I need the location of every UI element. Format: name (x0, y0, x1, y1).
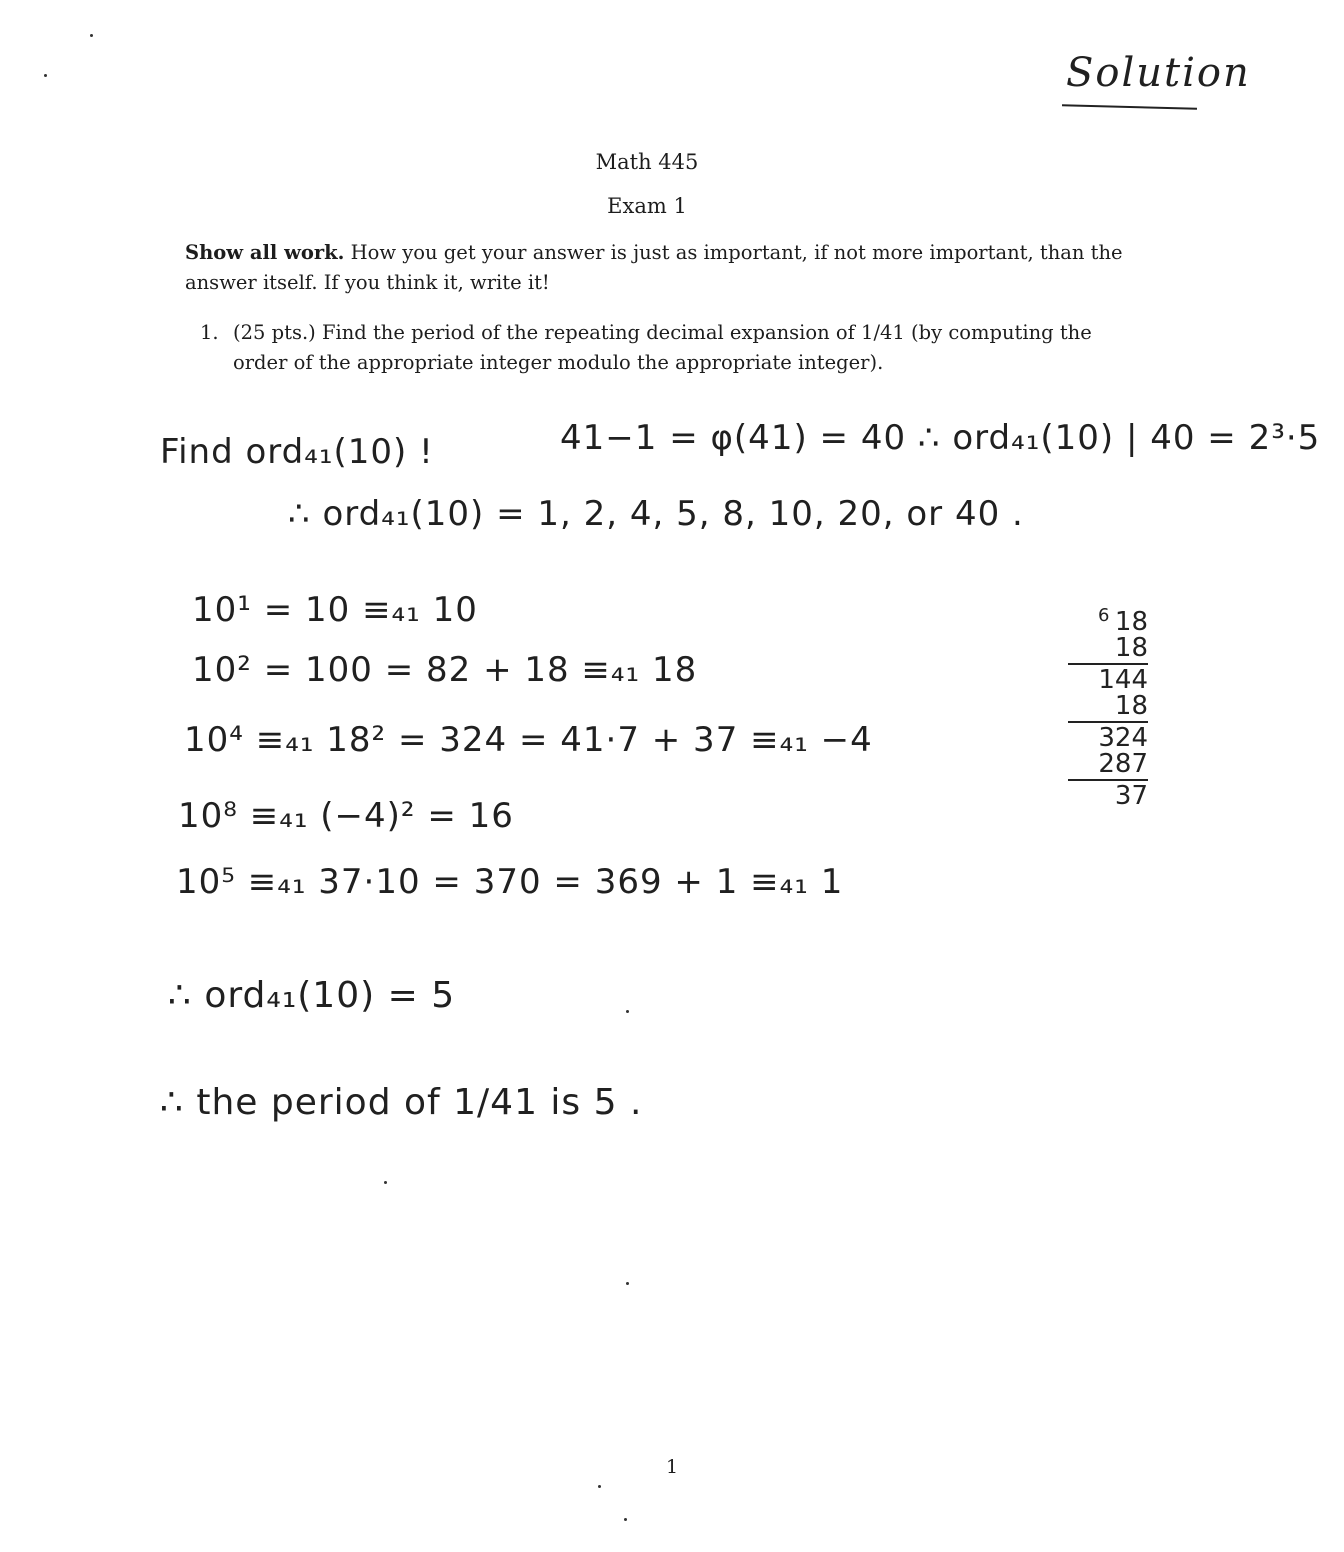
solution-line-power-4: 10⁴ ≡₄₁ 18² = 324 = 41·7 + 37 ≡₄₁ −4 (184, 720, 873, 760)
solution-line-divisors: ∴ ord₄₁(10) = 1, 2, 4, 5, 8, 10, 20, or 40 . (288, 494, 1024, 534)
solution-line-power-8: 10⁸ ≡₄₁ (−4)² = 16 (178, 796, 514, 836)
scan-speck (626, 1010, 629, 1013)
solution-line-power-5: 10⁵ ≡₄₁ 37·10 = 370 = 369 + 1 ≡₄₁ 1 (176, 862, 844, 902)
calc-row: 287 (1098, 749, 1148, 779)
exam-title: Exam 1 (607, 194, 687, 218)
question-text: (25 pts.) Find the period of the repeating decimal expansion of 1/41 (by computing the order of the appropriate integer modulo the appropriate integer). (233, 321, 1092, 374)
course-title: Math 445 (595, 150, 699, 174)
question-number: 1. (200, 321, 219, 344)
side-multiplication (1068, 605, 1148, 811)
solution-line-power-2: 10² = 100 = 82 + 18 ≡₄₁ 18 (192, 650, 698, 690)
scan-speck (626, 1282, 629, 1285)
calc-row: 324 (1098, 723, 1148, 753)
page-number: 1 (665, 1456, 679, 1478)
solution-heading: Solution (1066, 50, 1251, 96)
instructions (185, 238, 1125, 298)
instructions-text: How you get your answer is just as important, if not more important, than the answer itself. If you think it, write it! (185, 241, 1123, 294)
calc-row: 18 (1114, 607, 1148, 637)
calc-row: 18 (1114, 633, 1148, 663)
scan-speck (624, 1518, 627, 1521)
calc-row: 144 (1098, 665, 1148, 695)
scan-speck (598, 1485, 601, 1488)
solution-underline (1062, 104, 1197, 110)
scan-speck (90, 34, 93, 37)
scan-speck (44, 74, 47, 77)
instructions-bold: Show all work. (185, 241, 345, 264)
calc-row: 18 (1114, 691, 1148, 721)
calc-row: 37 (1114, 781, 1148, 811)
solution-line-phi: 41−1 = φ(41) = 40 ∴ ord₄₁(10) | 40 = 2³·5 (560, 418, 1321, 458)
solution-line-order: ∴ ord₄₁(10) = 5 (168, 975, 456, 1016)
question-1 (200, 318, 1125, 378)
calc-carry: 6 (1098, 605, 1110, 626)
solution-line-power-1: 10¹ = 10 ≡₄₁ 10 (192, 590, 478, 630)
solution-line-period: ∴ the period of 1/41 is 5 . (160, 1082, 643, 1123)
solution-line-find: Find ord₄₁(10) ! (160, 432, 434, 472)
scan-speck (384, 1181, 387, 1184)
